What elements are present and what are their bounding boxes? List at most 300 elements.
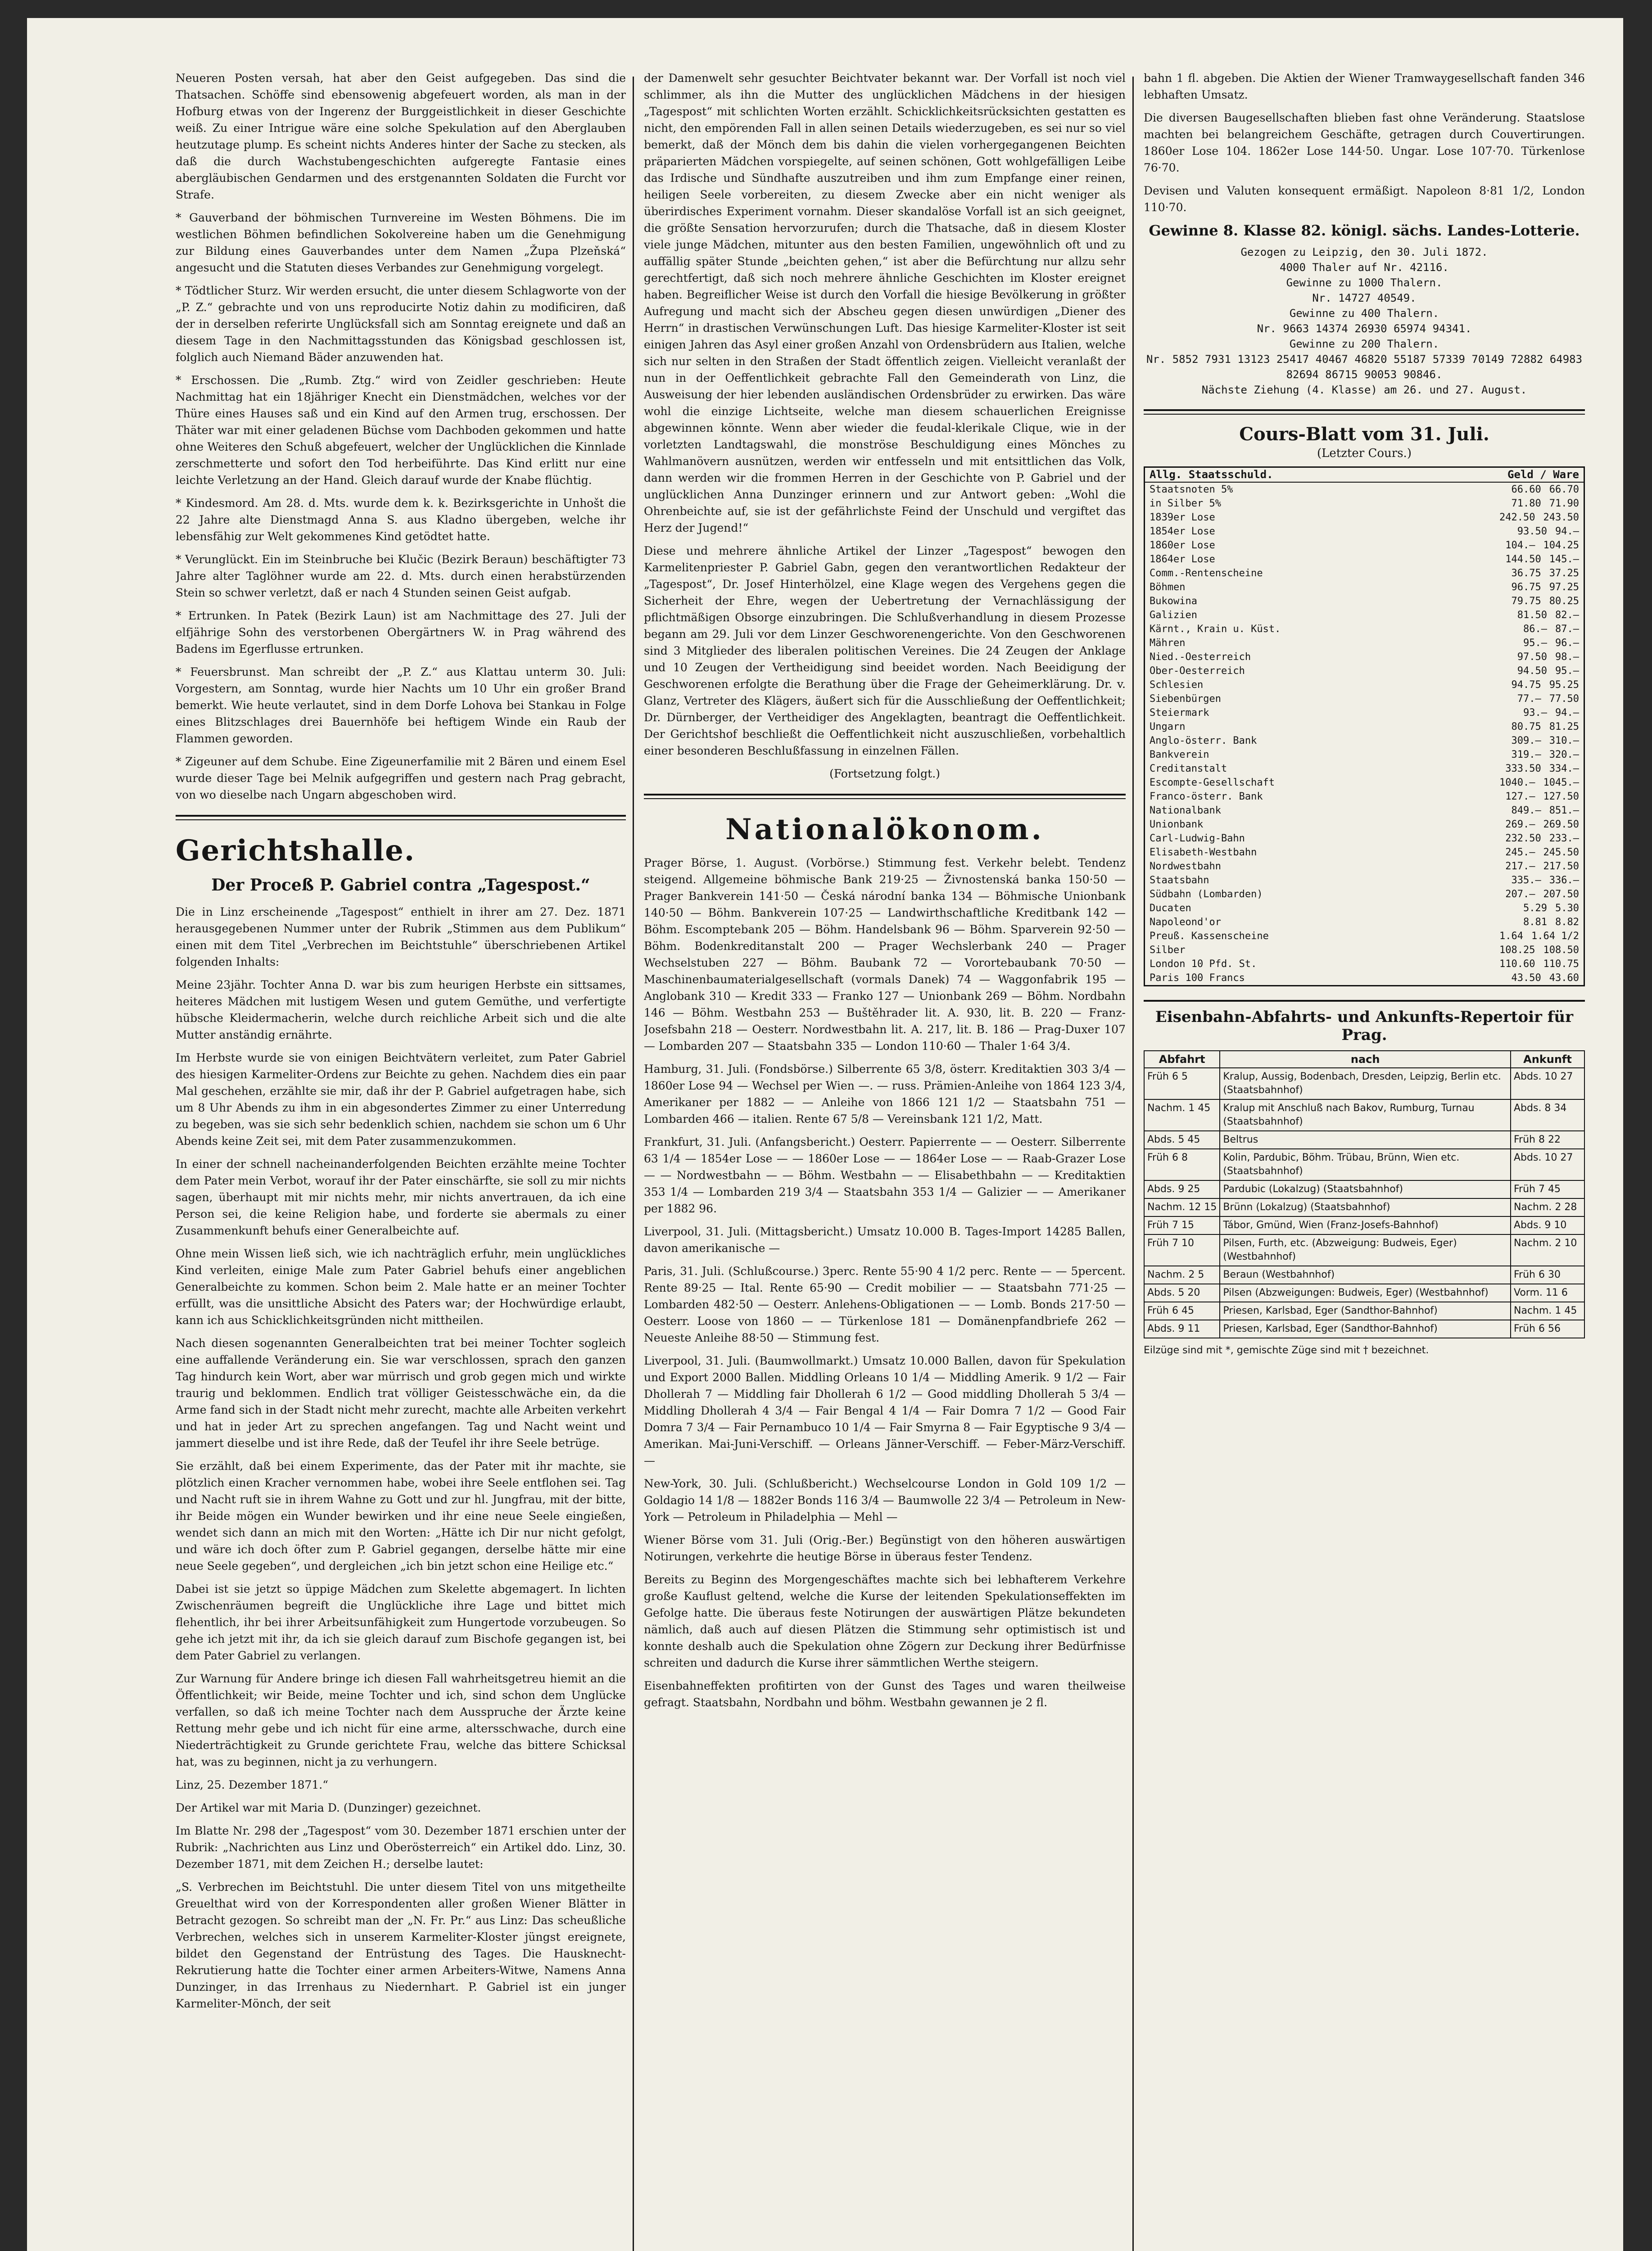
rate-name: Anglo-österr. Bank [1150,735,1257,746]
rate-values [1517,650,1579,664]
timetable-cell-route: Pilsen (Abzweigungen: Budweis, Eger) (Westbahnhof) [1220,1284,1511,1302]
timetable-cell-an: Abds. 10 27 [1511,1149,1584,1180]
rate-ware: 98.— [1555,651,1579,663]
lottery-line: Nr. 5852 7931 13123 25417 40467 46820 55187 57339 70149 72882 64983 82694 86715 90053 90846. [1146,353,1583,381]
timetable-cell-an: Früh 6 30 [1511,1266,1584,1284]
rate-values [1499,957,1579,971]
article-paragraph: Die in Linz erscheinende „Tagespost“ enthielt in ihrer am 27. Dez. 1871 herausgegebenen Nummer unter der Rubrik „Stimmen aus dem Publikum“ einen mit dem Titel „Verbrechen im Beichtstuhle“ überschriebenen Artikel folgenden Inhalts: [176,905,626,968]
rate-geld: 849.— [1511,805,1541,816]
timetable-cell-ab: Früh 7 10 [1144,1234,1220,1266]
timetable-row [1144,1320,1584,1338]
rate-geld: 1.64 [1499,931,1524,942]
rate-row [1145,720,1584,734]
timetable-cell-an: Abds. 10 27 [1511,1068,1584,1099]
lottery-title: Gewinne 8. Klasse 82. königl. sächs. Landes-Lotterie. [1149,222,1580,239]
timetable-cell-an: Nachm. 2 28 [1511,1198,1584,1216]
rate-values [1512,804,1579,818]
rate-values [1505,762,1579,776]
rate-row [1145,664,1584,678]
timetable-row [1144,1216,1584,1234]
rate-ware: 108.50 [1543,945,1579,956]
column-left [176,70,626,2018]
rate-values [1512,678,1579,692]
rate-ware: 1045.— [1543,777,1579,788]
timetable-cell-ab: Abds. 5 20 [1144,1284,1220,1302]
rate-row [1145,734,1584,748]
rate-ware: 145.— [1549,554,1579,565]
timetable-cell-route: Priesen, Karlsbad, Eger (Sandthor-Bahnhof) [1220,1302,1511,1320]
rate-ware: 334.— [1549,763,1579,774]
rate-values [1505,790,1579,804]
rate-values [1499,776,1579,790]
lottery-line: Nächste Ziehung (4. Klasse) am 26. und 27. August. [1201,384,1527,396]
rate-ware: 97.25 [1549,582,1579,593]
timetable-head-to: nach [1220,1051,1511,1068]
market-report: Bereits zu Beginn des Morgengeschäftes machte sich bei lebhafterem Verkehre große Kauflust geltend, welche die Kurse der leitenden Spekulationseffekten im Gefolge hatte. Die überaus feste Notirungen der auswärtigen Plätze bekundeten nämlich, daß auch auf diesen Plätzen die Stimmung sehr optimistisch ist und konnte deshalb auch die Spekulation ohne Zögern zur Deckung ihrer Bedürfnisse schreiten und dadurch die Kurse ihrer sämmtlichen Werthe steigern. [644,1573,1126,1669]
rate-geld: 93.— [1523,707,1548,719]
rate-name: Böhmen [1150,582,1186,593]
timetable-cell-route: Kralup mit Anschluß nach Bakov, Rumburg, Turnau (Staatsbahnhof) [1220,1099,1511,1131]
rate-ware: 82.— [1555,610,1579,621]
rate-geld: 97.50 [1517,651,1548,663]
rate-name: London 10 Pfd. St. [1150,958,1257,970]
rates-header-name: Allg. Staatsschuld. [1150,468,1273,481]
rates-header-ware: Ware [1553,468,1579,481]
article-paragraph: In einer der schnell nacheinanderfolgenden Beichten erzählte meine Tochter dem Pater mein Verbot, worauf ihr der Pater einschärfte, sie soll zu mir nichts sagen, überhaupt mit mir nichts mehr, mir nichts anvertrauen, da ich eine Person sei, die keine Religion habe, und forderte sie abermals zu einer Zusammenkunft behufs einer Generalbeichte auf. [176,1157,626,1237]
rate-geld: 86.— [1523,624,1548,635]
rule-thin [1144,414,1585,415]
timetable-cell-route: Kolin, Pardubic, Böhm. Trübau, Brünn, Wien etc. (Staatsbahnhof) [1220,1149,1511,1180]
rate-row [1145,706,1584,720]
market-report: Eisenbahneffekten profitirten von der Gunst des Tages und waren theilweise gefragt. Staatsbahn, Nordbahn und böhm. Westbahn gewannen je 2 fl. [644,1679,1126,1709]
rate-name: 1864er Lose [1150,554,1215,565]
rate-ware: 8.82 [1555,917,1579,928]
rule-thin [176,819,626,820]
rate-values [1512,594,1579,608]
rate-ware: 43.60 [1549,972,1579,984]
rate-values [1523,915,1579,929]
rate-row [1145,692,1584,706]
article-title: Der Proceß P. Gabriel contra „Tagespost.“ [211,876,590,895]
rate-ware: 243.50 [1543,512,1579,523]
rate-geld: 1040.— [1499,777,1535,788]
article-paragraph: Ohne mein Wissen ließ sich, wie ich nachträglich erfuhr, mein unglückliches Kind verleiten, einige Male zum Pater Gabriel behufs einer angeblichen Generalbeichte zu kommen. Schon beim 2. Male hatte er an meiner Tochter erfüllt, was die unsittliche Absicht des Paters war; der Hochwürdige erlaubt, kann ich aus Schicklichkeitsgründen nicht mittheilen. [176,1247,626,1327]
timetable-cell-ab: Nachm. 2 5 [1144,1266,1220,1284]
newspaper-page [27,18,1623,2251]
rate-geld: 81.50 [1517,610,1548,621]
cours-subtitle: (Letzter Cours.) [1317,447,1412,460]
rate-values [1512,734,1579,748]
rate-name: Franco-österr. Bank [1150,791,1263,802]
rate-row [1145,957,1584,971]
rate-ware: 5.30 [1555,903,1579,914]
rate-geld: 144.50 [1505,554,1541,565]
timetable-row [1144,1131,1584,1149]
rate-ware: 66.70 [1549,484,1579,495]
rate-ware: 269.50 [1543,819,1579,830]
column-divider [633,77,634,2251]
rate-name: 1854er Lose [1150,526,1215,537]
article-paragraph: der Damenwelt sehr gesuchter Beichtvater bekannt war. Der Vorfall ist noch viel schlimmer, als ihn die Mutter des unglücklichen Mädchens in der hiesigen „Tagespost“ mit schlichten Worten erzählt. Schicklichkeitsrücksichten gestatten es nicht, den empörenden Fall in allen seinen Details wiederzugeben, es sei nur so viel bemerkt, daß der Mönch dem bis dahin die vielen vorhergegangenen Beichten präparierten Mädchen vorspiegelte, auf seinen schönen, Gott wohlgefälligen Leibe das Irdische und Sündhafte auszutreiben und ihm zum Empfange einer reinen, heiligen Seele vorbereiten, zu diesem Zwecke aber ein nicht weniger als überirdisches Experiment vornahm. Dieser skandalöse Vorfall ist an sich geeignet, die größte Sensation hervorzurufen; durch die Thatsache, daß in diesem Kloster viele junge Mädchen, mitunter aus den besten Familien, ungewöhnlich oft und zu auffällig später Stunde „beichten gehen,“ ist aber die Befürchtung nur allzu sehr gerechtfertigt, daß sich noch mehrere ähnliche Geschichten im Kloster ereignet haben. Begreiflicher Weise ist durch den Vorfall die hiesige Bevölkerung in größter Aufregung und macht sich der Abscheu gegen diesen unwürdigen „Diener des Herrn“ in drastischen Verwünschungen Luft. Das hiesige Karmeliter-Kloster ist seit einigen Jahren das Asyl einer großen Anzahl von Ordensbrüdern aus Italien, welche sich nur selten in den Straßen der Stadt öffentlich zeigen. Vielleicht veranlaßt der nun in der Oeffentlichkeit gebrachte Fall den Gemeinderath von Linz, die Ausweisung der hier lebenden ausländischen Ordensbrüder zu erwirken. Das wäre wohl die einzige Lichtseite, welche man diesem schauerlichen Ereignisse abgewinnen könnte. Wenn aber wieder die feudal-klerikale Clique, wie in der vorletzten Landtagswahl, die monströse Beschuldigung eines Mönches zu Wahlmanövern ausnützen, werden wir entfesseln und mit entsittlichen das Volk, dann werden wir die frommen Herren in der Geschichte von P. Gabriel und der unglücklichen Anna Dunzinger erinnern und zur Antwort geben: „Wohl die Ohrenbeichte auf, sie ist der gefährlichste Feind der Unschuld und vergiftet das Herz der Jugend!“ [644,72,1126,534]
rate-geld: 127.— [1505,791,1535,802]
rate-ware: 127.50 [1543,791,1579,802]
timetable-cell-ab: Nachm. 1 45 [1144,1099,1220,1131]
article-paragraph: * Erschossen. Die „Rumb. Ztg.“ wird von Zeidler geschrieben: Heute Nachmittag hat ein 18jähriger Knecht ein Dienstmädchen, welches vor der Thüre eines Hauses saß und ein Kind auf den Armen trug, erschossen. Der Thäter war mit einer geladenen Büchse vom Dachboden gekommen und hatte ohne Weiteres den Schuß abgefeuert, welcher der Unglücklichen die Kinnlade zerschmetterte und sofort den Tod herbeiführte. Das Kind erlitt nur eine leichte Verletzung an der Hand. Gleich darauf wurde der Knabe flüchtig. [176,374,626,487]
rate-values [1505,818,1579,832]
rate-values [1505,887,1579,901]
article-paragraph: Zur Warnung für Andere bringe ich diesen Fall wahrheitsgetreu hiemit an die Öffentlichkeit; wir Beide, meine Tochter und ich, sind schon dem Unglücke verfallen, so daß ich meine Tochter nach dem Ausspruche der Ärzte keine Rettung mehr gebe und ich nicht für eine arme, altersschwache, durch eine Niederträchtigkeit zu Grunde gerichtete Frau, welche das bittere Schicksal hat, was zu beginnen, nicht ja zu verhungern. [176,1672,626,1768]
market-report: Hamburg, 31. Juli. (Fondsbörse.) Silberrente 65 3/8, österr. Kreditaktien 303 3/4 — 1860er Lose 94 — Wechsel per Wien —. — russ. Prämien-Anleihe von 1864 123 3/4, Amerikaner per 1882 — — Anleihe von 1866 121 1/2 — Staatsbahn 751 — Lombarden 466 — italien. Rente 67 5/8 — Vereinsbank 121 1/2, Matt. [644,1062,1126,1126]
timetable-cell-ab: Abds. 9 25 [1144,1180,1220,1198]
rate-geld: 232.50 [1505,833,1541,844]
rule-thin [644,798,1126,799]
rate-name: Steiermark [1150,707,1209,719]
rate-name: Escompte-Gesellschaft [1150,777,1275,788]
article-paragraph: Neueren Posten versah, hat aber den Geist aufgegeben. Das sind die Thatsachen. Schöffe sind ebensowenig abgefeuert worden, als man in der Hofburg etwas von der Ingerenz der Burggeistlichkeit in dieser Geschichte weiß. Zu einer Intrigue wäre eine solche Spekulation auf den Aberglauben heutzutage plump. Es scheint nichts Anderes hinter der Sache zu stecken, als daß die durch Wachstubengeschichten aufgeregte Fantasie eines abergläubischen Gendarmen und des erstgenannten Soldaten die Furcht vor Strafe. [176,72,626,201]
rate-row [1145,971,1584,985]
rate-ware: 71.90 [1549,498,1579,509]
rate-values [1505,845,1579,859]
rate-name: Napoleond'or [1150,917,1221,928]
rate-name: Ungarn [1150,721,1186,732]
rate-name: Ober-Oesterreich [1150,665,1245,677]
rate-geld: 269.— [1505,819,1535,830]
rate-geld: 335.— [1511,875,1541,886]
market-report: Liverpool, 31. Juli. (Baumwollmarkt.) Umsatz 10.000 Ballen, davon für Spekulation und Export 2000 Ballen. Middling Orleans 10 1/4 — Middling Amerik. 9 1/2 — Fair Dhollerah 7 — Middling fair Dhollerah 6 1/2 — Good middling Dhollerah 5 3/4 — Middling Dhollerah 4 3/4 — Fair Bengal 4 1/4 — Fair Domra 7 1/2 — Good Fair Domra 7 3/4 — Fair Pernambuco 10 1/4 — Fair Smyrna 8 — Fair Egyptische 9 3/4 — Amerikan. Mai-Juni-Verschiff. — Orleans Jänner-Verschiff. — Feber-März-Verschiff. — [644,1354,1126,1467]
rate-name: Carl-Ludwig-Bahn [1150,833,1245,844]
rate-ware: 233.— [1549,833,1579,844]
timetable-cell-an: Vorm. 11 6 [1511,1284,1584,1302]
timetable-cell-route: Beraun (Westbahnhof) [1220,1266,1511,1284]
rate-row [1145,524,1584,538]
rate-ware: 245.50 [1543,847,1579,858]
rate-name: Siebenbürgen [1150,693,1221,705]
timetable-row [1144,1266,1584,1284]
rate-name: Nordwestbahn [1150,861,1221,872]
rate-row [1145,580,1584,594]
article-paragraph: Sie erzählt, daß bei einem Experimente, das der Pater mit ihr machte, sie plötzlich einen Kracher vernommen habe, wobei ihre Seele entflohen sei. Tag und Nacht ruft sie in ihrem Wahne zu Gott und zur hl. Jungfrau, mit der bitte, ihr Beide mögen ein Wunder bewirken und ihr eine neue Seele eingießen, wendet sich dann an mich mit den Worten: „Hätte ich Dir nur nicht gefolgt, und wäre ich doch öfter zum P. Gabriel gegangen, derselbe hätte mir eine neue Seele gegeben“, und dergleichen „ich bin jetzt schon eine Heilige etc.“ [176,1460,626,1573]
rate-name: Nied.-Oesterreich [1150,651,1251,663]
rate-ware: 310.— [1549,735,1579,746]
rate-values [1499,929,1579,943]
rates-header-geld: Geld [1507,468,1534,481]
rate-name: Nationalbank [1150,805,1221,816]
timetable-cell-an: Abds. 9 10 [1511,1216,1584,1234]
article-paragraph: * Zigeuner auf dem Schube. Eine Zigeunerfamilie mit 2 Bären und einem Esel wurde dieser Tage bei Melnik aufgegriffen und gestern nach Prag gebracht, von wo dieselbe nach Ungarn abgeschoben wird. [176,755,626,801]
rate-row [1145,552,1584,566]
rate-ware: 77.50 [1549,693,1579,705]
rate-values [1512,720,1579,734]
lottery-line: Gewinne zu 400 Thalern. [1289,307,1439,320]
article-paragraph: * Feuersbrunst. Man schreibt der „P. Z.“ aus Klattau unterm 30. Juli: Vorgestern, am Sonntag, wurde hier Nachts um 10 Uhr ein großer Brand bemerkt. Wie heute verlautet, sind in dem Dorfe Lohova bei Stankau in Folge eines Blitzschlages drei Bauernhöfe bei heftigem Winde ein Raub der Flammen geworden. [176,665,626,745]
rate-row [1145,678,1584,692]
rate-name: 1839er Lose [1150,512,1215,523]
rate-row [1145,832,1584,845]
rate-values [1512,971,1579,985]
rate-geld: 66.60 [1511,484,1541,495]
article-paragraph: * Verunglückt. Ein im Steinbruche bei Klučic (Bezirk Beraun) beschäftigter 73 Jahre alter Taglöhner wurde am 22. d. Mts. durch einen herabstürzenden Stein so schwer verletzt, daß er nach 4 Stunden seinen Geist aufgab. [176,553,626,599]
timetable-row [1144,1302,1584,1320]
rate-row [1145,650,1584,664]
rate-name: Südbahn (Lombarden) [1150,889,1263,900]
rate-ware: 336.— [1549,875,1579,886]
timetable-cell-route: Pardubic (Lokalzug) (Staatsbahnhof) [1220,1180,1511,1198]
article-paragraph: „S. Verbrechen im Beichtstuhl. Die unter diesem Titel von uns mitgetheilte Greuelthat wird von der Korrespondenten aller großen Wiener Blätter in Betracht gezogen. So schreibt man der „N. Fr. Pr.“ aus Linz: Das scheußliche Verbrechen, welches sich in unserem Karmeliter-Kloster jüngst ereignete, bildet den Gegenstand der Entrüstung des Tages. Die Hausknecht-Rekrutierung hatte die Tochter einer armen Arbeiters-Witwe, Namens Anna Dunzinger, in das Irrenhaus zu Niedernhart. P. Gabriel ist ein junger Karmeliter-Mönch, der seit [176,1880,626,2010]
rate-geld: 333.50 [1505,763,1541,774]
timetable-cell-route: Beltrus [1220,1131,1511,1149]
rate-values [1523,636,1579,650]
rate-ware: 95.— [1555,665,1579,677]
rate-geld: 94.75 [1511,679,1541,691]
article-paragraph: Diese und mehrere ähnliche Artikel der Linzer „Tagespost“ bewogen den Karmelitenpriester P. Gabriel Gabn, gegen den verantwortlichen Redakteur der „Tagespost“, Dr. Josef Hinterhölzel, eine Klage wegen des Vergehens gegen die Sicherheit der Ehre, wegen der Uebertretung der Vernachlässigung der pflichtmäßigen Obsorge einzubringen. Die Schlußverhandlung in diesem Prozesse begann am 29. Juli vor dem Linzer Geschworenengerichte. Von den Geschworenen sind 3 Mitglieder des liberalen politischen Vereines. Die 24 Zeugen der Anklage und 10 Zeugen der Vertheidigung sind beeidet worden. Nach Beeidigung der Geschworenen erfolgte die Berathung über die Frage der Geheimerklärung. Dr. v. Glanz, Vertreter des Klägers, äußert sich für die Ausschließung der Oeffentlichkeit; Dr. Dürnberger, der Vertheidiger des Angeklagten, beantragt die Oeffentlichkeit. Der Gerichtshof beschließt die Oeffentlichkeit nicht auszuschließen, vorbehaltlich einer besonderen Beschlußfassung in einzelnen Fällen. [644,544,1126,757]
market-report: New-York, 30. Juli. (Schlußbericht.) Wechselcourse London in Gold 109 1/2 — Goldagio 14 1/8 — 1882er Bonds 116 3/4 — Baumwolle 22 3/4 — Petroleum in New-York — Petroleum in Philadelphia — Mehl — [644,1477,1126,1523]
rate-values [1505,859,1579,873]
article-paragraph: * Ertrunken. In Patek (Bezirk Laun) ist am Nachmittage des 27. Juli der elfjährige Sohn des verstorbenen Obergärtners W. in Prag während des Badens im Egerflusse ertrunken. [176,609,626,655]
lottery-line: 4000 Thaler auf Nr. 42116. [1280,261,1449,274]
rate-row [1145,929,1584,943]
rate-name: Unionbank [1150,819,1204,830]
rate-row [1145,622,1584,636]
article-paragraph: Im Herbste wurde sie von einigen Beichtvätern verleitet, zum Pater Gabriel des hiesigen Karmeliter-Ordens zur Beichte zu gehen. Nachdem dies ein paar Mal geschehen, erzählte sie mir, daß ihr der P. Gabriel aufgetragen habe, sich um 8 Uhr Abends zu ihm in ein abgesondertes Zimmer zu einer Unterredung zu begeben, was sie sich sehr bedenklich schien, nachdem sie schon um 6 Uhr Abends keine Zeit sei, mit dem Pater zusammenzukommen. [176,1051,626,1148]
rate-name: Kärnt., Krain u. Küst. [1150,624,1281,635]
column-middle [644,70,1126,1717]
timetable-row [1144,1234,1584,1266]
timetable-cell-an: Früh 8 22 [1511,1131,1584,1149]
rate-row [1145,497,1584,511]
rate-name: Bankverein [1150,749,1209,760]
timetable-cell-ab: Früh 6 8 [1144,1149,1220,1180]
lottery-line: Gewinne zu 1000 Thalern. [1286,276,1443,289]
article-paragraph: * Gauverband der böhmischen Turnvereine im Westen Böhmens. Die im westlichen Böhmen befindlichen Sokolvereine haben um die Genehmigung zur Bildung eines Gauverbandes unter dem Namen „Župa Plzeňská“ angesucht und die Statuten dieses Verbandes zur Genehmigung vorgelegt. [176,211,626,274]
rate-row [1145,901,1584,915]
rate-name: Creditanstalt [1150,763,1227,774]
rate-name: Paris 100 Francs [1150,972,1245,984]
timetable-row [1144,1284,1584,1302]
rate-values [1517,608,1579,622]
lottery-line: Nr. 14727 40549. [1312,292,1417,304]
rate-values [1505,552,1579,566]
rate-values [1505,538,1579,552]
rate-row [1145,566,1584,580]
article-paragraph: * Kindesmord. Am 28. d. Mts. wurde dem k. k. Bezirksgerichte in Unhošt die 22 Jahre alte Dienstmagd Anna S. aus Kladno übergeben, welche ihr lebensfähig zur Welt gekommenes Kind getödtet hatte. [176,497,626,543]
timetable-cell-ab: Früh 6 45 [1144,1302,1220,1320]
rate-row [1145,762,1584,776]
article-paragraph: bahn 1 fl. abgeben. Die Aktien der Wiener Tramwaygesellschaft fanden 346 lebhaften Umsatz. [1144,72,1585,101]
rate-row [1145,608,1584,622]
rule-thick [1144,1000,1585,1002]
cours-title: Cours-Blatt vom 31. Juli. [1239,424,1489,445]
rate-ware: 95.25 [1549,679,1579,691]
rate-row [1145,943,1584,957]
rate-name: Mähren [1150,637,1186,649]
timetable-cell-an: Früh 7 45 [1511,1180,1584,1198]
timetable-title: Eisenbahn-Abfahrts- und Ankunfts-Repertoir für Prag. [1155,1008,1574,1044]
article-paragraph: Linz, 25. Dezember 1871.“ [176,1778,329,1791]
rate-geld: 96.75 [1511,582,1541,593]
rate-ware: 81.25 [1549,721,1579,732]
rate-geld: 217.— [1505,861,1535,872]
rate-values [1523,901,1579,915]
rate-name: Preuß. Kassenscheine [1150,931,1269,942]
column-right [1144,70,1585,1356]
rate-row [1145,511,1584,524]
rate-row [1145,915,1584,929]
rate-ware: 80.25 [1549,596,1579,607]
rate-row [1145,594,1584,608]
market-report: Liverpool, 31. Juli. (Mittagsbericht.) Umsatz 10.000 B. Tages-Import 14285 Ballen, davon amerikanische — [644,1225,1126,1255]
rate-values [1523,622,1579,636]
timetable-cell-route: Brünn (Lokalzug) (Staatsbahnhof) [1220,1198,1511,1216]
rate-ware: 104.25 [1543,540,1579,551]
rate-geld: 94.50 [1517,665,1548,677]
rate-ware: 1.64 1/2 [1531,931,1579,942]
rate-row [1145,887,1584,901]
rule-thick [176,815,626,817]
timetable-cell-an: Nachm. 1 45 [1511,1302,1584,1320]
rates-body [1145,483,1584,985]
rate-name: Staatsbahn [1150,875,1209,886]
timetable-cell-an: Nachm. 2 10 [1511,1234,1584,1266]
rate-row [1145,636,1584,650]
article-paragraph: Nach diesen sogenannten Generalbeichten trat bei meiner Tochter sogleich eine auffallende Veränderung ein. Sie war verschlossen, sprach den ganzen Tag hindurch kein Wort, aber war mürrisch und grob gegen mich und wirkte traurig und beklommen. Endlich trat völliger Geistesschwäche ein, da die Arme fand sich in der Stadt nicht mehr zurecht, machte alle Arbeiten verkehrt und hat in jeder Art zu sprechen angefangen. Tag und Nacht weint und jammert dieselbe und ist ihre Rede, daß der Teufel ihr ihre Seele betrüge. [176,1337,626,1450]
rate-values [1512,483,1579,497]
article-paragraph: Der Artikel war mit Maria D. (Dunzinger) gezeichnet. [176,1801,481,1814]
lottery-line: Gezogen zu Leipzig, den 30. Juli 1872. [1240,246,1488,258]
timetable-cell-route: Tábor, Gmünd, Wien (Franz-Josefs-Bahnhof) [1220,1216,1511,1234]
rate-values [1523,706,1579,720]
timetable-cell-route: Pilsen, Furth, etc. (Abzweigung: Budweis, Eger) (Westbahnhof) [1220,1234,1511,1266]
rate-geld: 5.29 [1523,903,1548,914]
rate-ware: 217.50 [1543,861,1579,872]
rate-geld: 110.60 [1499,958,1535,970]
market-report: Frankfurt, 31. Juli. (Anfangsbericht.) Oesterr. Papierrente — — Oesterr. Silberrente 63 1/4 — 1854er Lose — — 1860er Lose — — 1864er Lose — — Raab-Grazer Lose — — Nordwestbahn — — Böhm. Westbahn — — Elisabethbahn — — Kreditaktien 353 1/4 — Lombarden 219 3/4 — Staatsbahn 353 1/4 — Galizier — — Amerikaner per 1882 96. [644,1135,1126,1215]
rate-values [1499,943,1579,957]
timetable-cell-ab: Abds. 5 45 [1144,1131,1220,1149]
lottery-results [1144,244,1585,398]
rate-values [1512,748,1579,762]
timetable-row [1144,1180,1584,1198]
rate-row [1145,483,1584,497]
timetable-row [1144,1068,1584,1099]
rate-geld: 79.75 [1511,596,1541,607]
rate-name: Galizien [1150,610,1197,621]
timetable-row [1144,1198,1584,1216]
column-divider [1132,77,1134,2251]
rate-ware: 94.— [1555,707,1579,719]
timetable-note: Eilzüge sind mit *, gemischte Züge sind mit † bezeichnet. [1144,1345,1429,1356]
rate-name: 1860er Lose [1150,540,1215,551]
rate-name: Ducaten [1150,903,1191,914]
rate-geld: 77.— [1517,693,1541,705]
article-paragraph: Im Blatte Nr. 298 der „Tagespost“ vom 30. Dezember 1871 erschien unter der Rubrik: „Nachrichten aus Linz und Oberösterreich“ ein Artikel ddo. Linz, 30. Dezember 1871, mit dem Zeichen H.; derselbe lautet: [176,1824,626,1871]
rate-geld: 8.81 [1523,917,1548,928]
rate-row [1145,790,1584,804]
timetable-cell-ab: Nachm. 12 15 [1144,1198,1220,1216]
rate-values [1517,692,1579,706]
rate-geld: 93.50 [1517,526,1548,537]
timetable-row [1144,1149,1584,1180]
rate-name: Elisabeth-Westbahn [1150,847,1257,858]
rate-values [1499,511,1579,524]
rate-values [1512,873,1579,887]
rule-thick [644,794,1126,796]
rate-ware: 110.75 [1543,958,1579,970]
rate-values [1512,566,1579,580]
rate-geld: 242.50 [1499,512,1535,523]
section-title-economy: Nationalökonom. [725,813,1044,846]
rate-row [1145,776,1584,790]
article-paragraph: Dabei ist sie jetzt so üppige Mädchen zum Skelette abgemagert. In lichten Zwischenräumen begreift die Unglückliche ihre Lage und bittet mich flehentlich, ihr bei ihrer Arbeitsunfähigkeit zum Hungertode vorzubeugen. So gehe ich jetzt mit ihr, da ich sie gleich darauf zum Bischofe gegangen ist, bei dem Pater Gabriel zu verlangen. [176,1582,626,1662]
market-report: Wiener Börse vom 31. Juli (Orig.-Ber.) Begünstigt von den höheren auswärtigen Notirungen, verkehrte die heutige Börse in überaus fester Tendenz. [644,1533,1126,1563]
timetable-cell-route: Priesen, Karlsbad, Eger (Sandthor-Bahnhof) [1220,1320,1511,1338]
rate-ware: 94.— [1555,526,1579,537]
rate-ware: 96.— [1555,637,1579,649]
timetable-head-arrival: Ankunft [1511,1051,1584,1068]
rate-geld: 245.— [1505,847,1535,858]
rate-geld: 95.— [1523,637,1548,649]
rate-values [1512,497,1579,511]
rate-geld: 104.— [1505,540,1535,551]
article-paragraph: Meine 23jähr. Tochter Anna D. war bis zum heurigen Herbste ein sittsames, heiteres Mädchen mit lustigem Wesen und gutem Gemüthe, und verfertigte hübsche Kleidermacherin, welche durch reichliche Arbeit sich und die alte Mutter anständig ernährte. [176,978,626,1041]
rate-geld: 80.75 [1511,721,1541,732]
timetable-row [1144,1099,1584,1131]
timetable-cell-ab: Früh 7 15 [1144,1216,1220,1234]
timetable-cell-an: Früh 6 56 [1511,1320,1584,1338]
market-report: Prager Börse, 1. August. (Vorbörse.) Stimmung fest. Verkehr belebt. Tendenz steigend. Allgemeine böhmische Bank 219·25 — Živnostenská banka 150·50 — Prager Bankverein 141·50 — Česká národní banka 134 — Böhmische Unionbank 140·50 — Böhm. Bankverein 107·25 — Landwirthschaftliche Kreditbank 142 — Böhm. Escomptebank 205 — Böhm. Handelsbank 96 — Böhm. Sparverein 92·50 — Böhm. Bodenkreditanstalt 200 — Prager Wechslerbank 240 — Prager Wechselstuben 227 — Böhm. Baubank 72 — Vorortebaubank 70·50 — Maschinenbaumaterialgesellschaft (vormals Danek) 74 — Waggonfabrik 195 — Anglobank 310 — Kredit 333 — Franko 127 — Unionbank 269 — Böhm. Nordbahn 146 — Böhm. Westbahn 253 — Buštěhrader lit. A. 930, lit. B. 220 — Franz-Josefsbahn 218 — Oesterr. Nordwestbahn lit. A. 217, lit. B. 186 — Prag-Duxer 107 — Lombarden 207 — Staatsbahn 335 — London 110·60 — Thaler 1·64 3/4. [644,856,1126,1053]
rate-row [1145,818,1584,832]
rate-geld: 319.— [1511,749,1541,760]
timetable-body [1144,1068,1584,1338]
rate-name: Comm.-Rentenscheine [1150,568,1263,579]
continuation-note: (Fortsetzung folgt.) [829,767,940,780]
rate-values [1512,580,1579,594]
article-paragraph: Devisen und Valuten konsequent ermäßigt. Napoleon 8·81 1/2, London 110·70. [1144,184,1585,214]
article-paragraph: Die diversen Baugesellschaften blieben fast ohne Veränderung. Staatslose machten bei belangreichem Geschäfte, getragen durch Couvertirungen. 1860er Lose 104. 1862er Lose 144·50. Ungar. Lose 107·70. Türkenlose 76·70. [1144,111,1585,174]
rates-header: Allg. Staatsschuld. Geld / Ware [1145,468,1584,483]
rate-values [1517,524,1579,538]
timetable-cell-an: Abds. 8 34 [1511,1099,1584,1131]
rate-ware: 37.25 [1549,568,1579,579]
rate-row [1145,538,1584,552]
rate-geld: 43.50 [1511,972,1541,984]
rate-name: in Silber 5% [1150,498,1221,509]
timetable-cell-ab: Abds. 9 11 [1144,1320,1220,1338]
rate-row [1145,845,1584,859]
rate-row [1145,873,1584,887]
exchange-rates-table [1144,466,1585,986]
rate-ware: 207.50 [1543,889,1579,900]
rate-name: Schlesien [1150,679,1204,691]
rate-name: Silber [1150,945,1186,956]
railway-timetable [1144,1050,1585,1338]
rate-ware: 320.— [1549,749,1579,760]
rate-geld: 207.— [1505,889,1535,900]
rate-geld: 71.80 [1511,498,1541,509]
rate-values [1505,832,1579,845]
rate-row [1145,859,1584,873]
market-report: Paris, 31. Juli. (Schlußcourse.) 3perc. Rente 55·90 4 1/2 perc. Rente — — 5percent. Rente 89·25 — Ital. Rente 65·90 — Credit mobilier — — Staatsbahn 771·25 — Lombarden 482·50 — Oesterr. Anlehens-Obligationen — — Lomb. Bonds 217·50 — Oesterr. Loose von 1860 — — Türkenlose 181 — Domänenpfandbriefe 262 — Neueste Anleihe 88·50 — Stimmung fest. [644,1265,1126,1344]
rate-geld: 108.25 [1499,945,1535,956]
section-title-court: Gerichtshalle. [176,834,416,868]
rate-geld: 309.— [1511,735,1541,746]
lottery-line: Nr. 9663 14374 26930 65974 94341. [1257,322,1472,335]
rate-ware: 851.— [1549,805,1579,816]
rate-name: Staatsnoten 5% [1150,484,1233,495]
timetable-head-departure: Abfahrt [1144,1051,1220,1068]
timetable-cell-ab: Früh 6 5 [1144,1068,1220,1099]
lottery-line: Gewinne zu 200 Thalern. [1289,338,1439,350]
rate-row [1145,748,1584,762]
